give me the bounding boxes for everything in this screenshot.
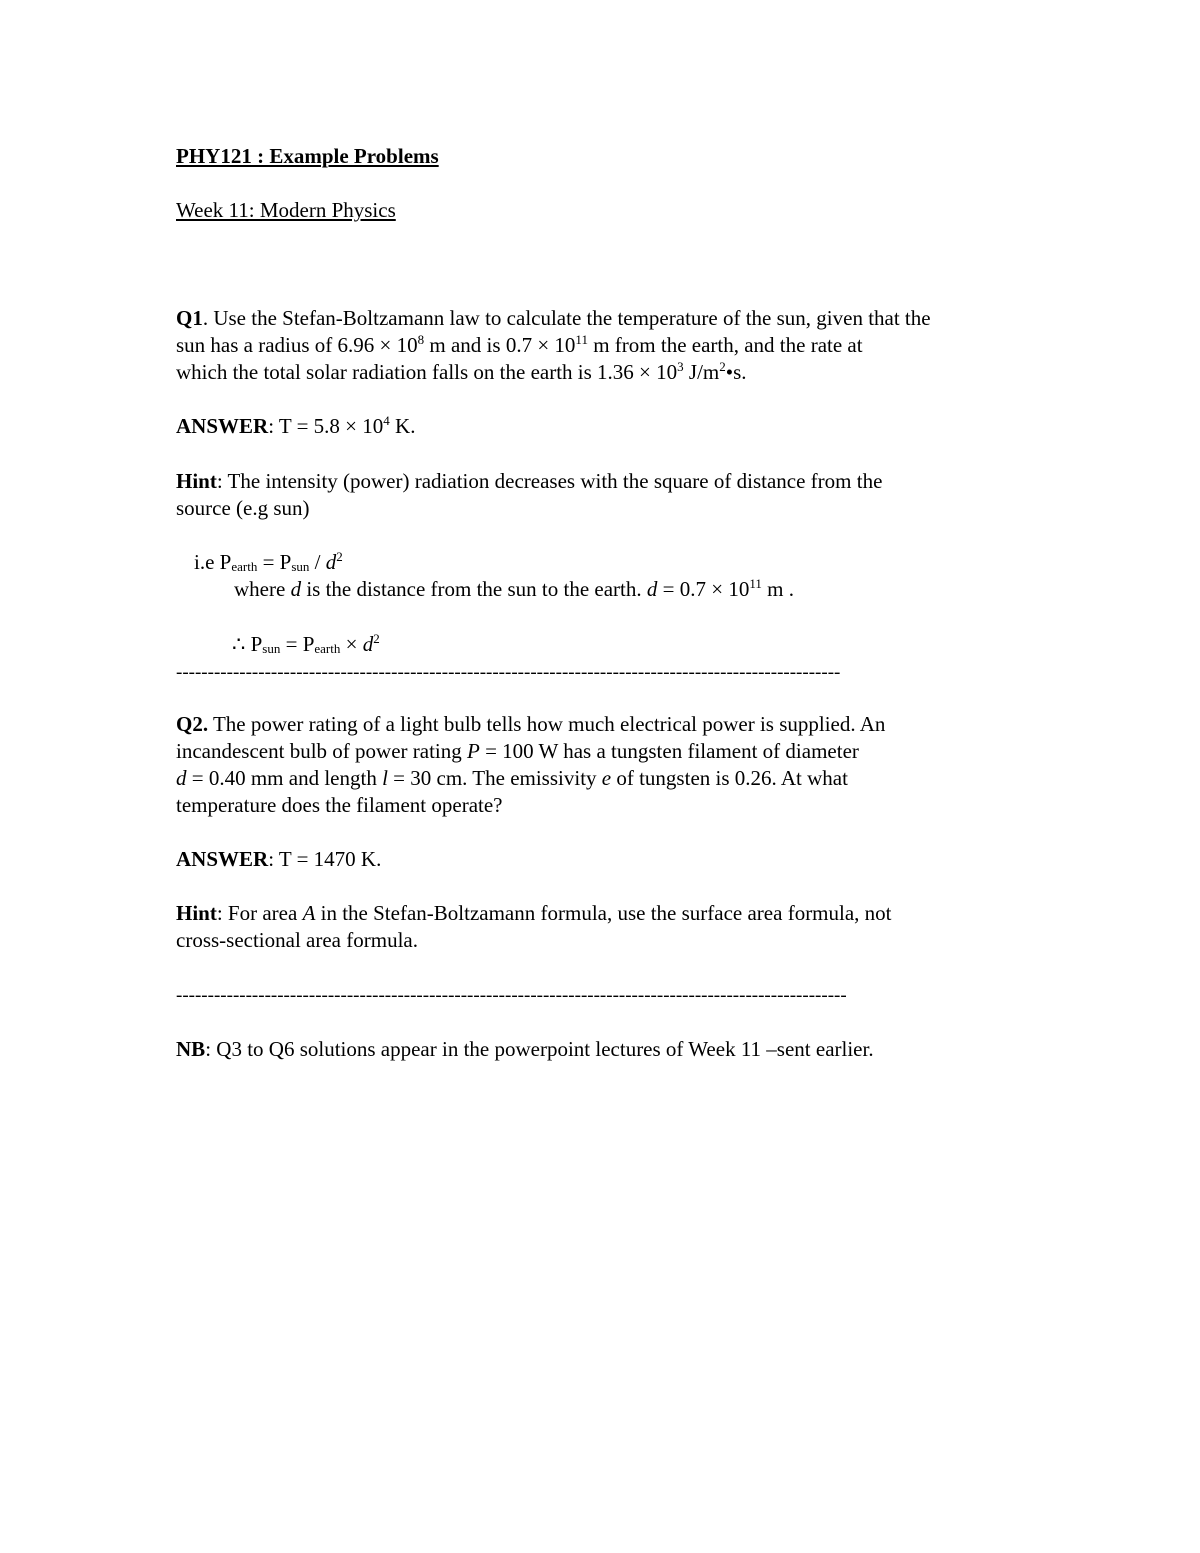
separator-1: --------------------------------------------------------------------------------------------------------- bbox=[176, 662, 841, 683]
q1-line-3: which the total solar radiation falls on the earth is $1.36 \times 10^3$ $J/m^2•s$. bbox=[176, 359, 747, 384]
q1-equation-3: ∴ $P_{sun} = P_{earth} \times d^2$ bbox=[232, 631, 380, 656]
q2-line-2: incandescent bulb of power rating P = 100 W has a tungsten filament of diameter bbox=[176, 739, 859, 763]
q2-line-1: Q2. The power rating of a light bulb tells how much electrical power is supplied. An bbox=[176, 712, 886, 736]
q1-answer: ANSWER: $T = 5.8 \times 10^4$ K. bbox=[176, 413, 416, 438]
q2-label: Q2. bbox=[176, 712, 209, 736]
separator-2: ---------------------------------------------------------------------------------------------------------- bbox=[176, 985, 847, 1006]
q1-line-1: Q1. Use the Stefan-Boltzamann law to calculate the temperature of the sun, given that the bbox=[176, 306, 931, 330]
document-subtitle: Week 11: Modern Physics bbox=[176, 198, 396, 222]
q1-answer-label: ANSWER bbox=[176, 414, 269, 438]
nb-note: NB: Q3 to Q6 solutions appear in the powerpoint lectures of Week 11 –sent earlier. bbox=[176, 1037, 874, 1061]
q1-hint-line-2: source (e.g sun) bbox=[176, 496, 310, 520]
q1-line-2: sun has a radius of $6.96 \times 10^8$ m and is $0.7 \times 10^{11}$ m from the earth, and the rate at bbox=[176, 332, 863, 357]
q1-hint-line-1: Hint: The intensity (power) radiation decreases with the square of distance from the bbox=[176, 469, 883, 493]
document-title: PHY121 : Example Problems bbox=[176, 144, 439, 168]
q2-hint-line-1: Hint: For area A in the Stefan-Boltzamann formula, use the surface area formula, not bbox=[176, 901, 892, 925]
nb-label: NB bbox=[176, 1037, 206, 1061]
q2-hint-line-2: cross-sectional area formula. bbox=[176, 928, 418, 952]
q2-answer: ANSWER: T = 1470 K. bbox=[176, 847, 382, 871]
q1-equation-2: where d is the distance from the sun to the earth. $d = 0.7 \times 10^{11}$ m . bbox=[234, 576, 794, 601]
q1-equation-1: i.e $P_{earth} = P_{sun} / d^2$ bbox=[194, 549, 343, 574]
q2-hint-label: Hint bbox=[176, 901, 217, 925]
q2-line-4: temperature does the filament operate? bbox=[176, 793, 503, 817]
q1-label: Q1 bbox=[176, 306, 203, 330]
q2-answer-label: ANSWER bbox=[176, 847, 269, 871]
q2-line-3: d = 0.40 mm and length l = 30 cm. The emissivity e of tungsten is 0.26. At what bbox=[176, 766, 848, 790]
q1-hint-label: Hint bbox=[176, 469, 217, 493]
